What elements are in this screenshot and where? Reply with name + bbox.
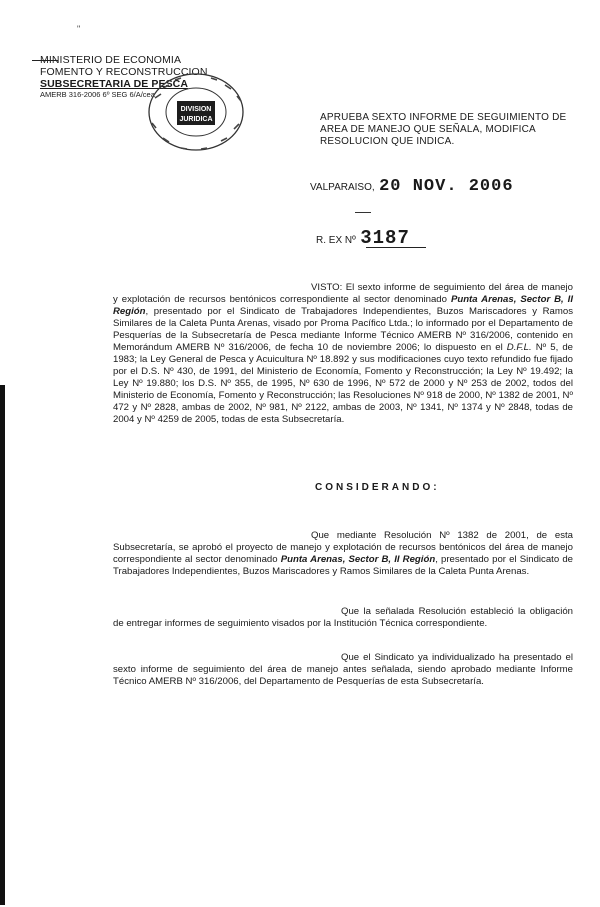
letterhead-dash — [32, 60, 58, 61]
considerando-paragraph-3: Que el Sindicato ya individualizado ha presentado el sexto informe de seguimiento del área de manejo antes señalada, siendo aprobado mediante Informe Técnico AMERB Nº 316/2006, del Departamento de Pesquerías de esta Subsecretaría. — [113, 652, 573, 687]
visto-paragraph: VISTO: El sexto informe de seguimiento del área de manejo y explotación de recursos bentónicos correspondiente al sector denominado Punta Arenas, Sector B, II Región, presentado por el Sindicato de Trabajadores Independientes, Buzos Mariscadores y Ramos Similares de la Caleta Punta Arenas, visado por Proma Pacífico Ltda.; lo informado por el Departamento de Pesquerías de la Subsecretaría de Pesca mediante Informe Técnico AMERB Nº 316/2006, contenido en Memorándum AMERB Nº 316/2006, de fecha 10 de noviembre 2006; lo dispuesto en el D.F.L. Nº 5, de 1983; la Ley General de Pesca y Acuicultura Nº 18.892 y sus modificaciones cuyo texto refundido fue fijado por el D.S. Nº 430, de 1991, del Ministerio de Economía, Fomento y Reconstrucción; la Ley Nº 19.492; la Ley Nº 19.880; los D.S. Nº 355, de 1995, Nº 630 de 1996, Nº 572 de 2000 y Nº 253 de 2002, todos del Ministerio de Economía, Fomento y Reconstrucción; las Resoluciones Nº 918 de 2000, Nº 1382 de 2001, Nº 472 y Nº 2828, ambas de 2002, Nº 981, Nº 2122, ambas de 2003, Nº 1341, Nº 1374 y Nº 2848, todas de 2004 y Nº 4259 de 2005, todas de esta Subsecretaría. — [113, 282, 574, 425]
reference-code: AMERB 316-2006 6º SEG 6/A/cea — [40, 90, 155, 99]
stamped-date: 20 NOV. 2006 — [379, 177, 514, 196]
scan-edge-bar — [0, 385, 5, 905]
resolution-subject: APRUEBA SEXTO INFORME DE SEGUIMIENTO DE AREA DE MANEJO QUE SEÑALA, MODIFICA RESOLUCION QUE INDICA. — [320, 112, 567, 147]
resolution-label: R. EX Nº — [316, 235, 356, 246]
seal-line-2: JURIDICA — [179, 116, 213, 123]
place-date — [310, 177, 514, 196]
seal-line-1: DIVISION — [180, 106, 212, 113]
place: VALPARAISO, — [310, 182, 375, 193]
subsecretaria-name: SUBSECRETARIA DE PESCA — [40, 78, 189, 90]
ministry-line-2: FOMENTO Y RECONSTRUCCION — [40, 66, 208, 78]
considerando-paragraph-1: Que mediante Resolución Nº 1382 de 2001, de esta Subsecretaría, se aprobó el proyecto de manejo y explotación de recursos bentónicos del área de manejo correspondiente al sector denominado Punta Arenas, Sector B, II Región, presentado por el Sindicato de Trabajadores Independientes, Buzos Mariscadores y Ramos Similares de la Caleta Punta Arenas. — [113, 530, 573, 577]
division-juridica-seal-icon — [143, 68, 249, 154]
dash-mark — [355, 212, 371, 213]
resolution-number — [316, 227, 410, 249]
resolution-number-value: 3187 — [360, 227, 410, 249]
considerando-heading: CONSIDERANDO: — [315, 482, 440, 493]
stray-mark: " — [77, 24, 81, 34]
ministry-line-1: MINISTERIO DE ECONOMIA — [40, 54, 182, 66]
considerando-paragraph-2: Que la señalada Resolución estableció la obligación de entregar informes de seguimiento visados por la Institución Técnica correspondiente. — [113, 606, 573, 629]
resolution-number-underline — [366, 247, 426, 248]
